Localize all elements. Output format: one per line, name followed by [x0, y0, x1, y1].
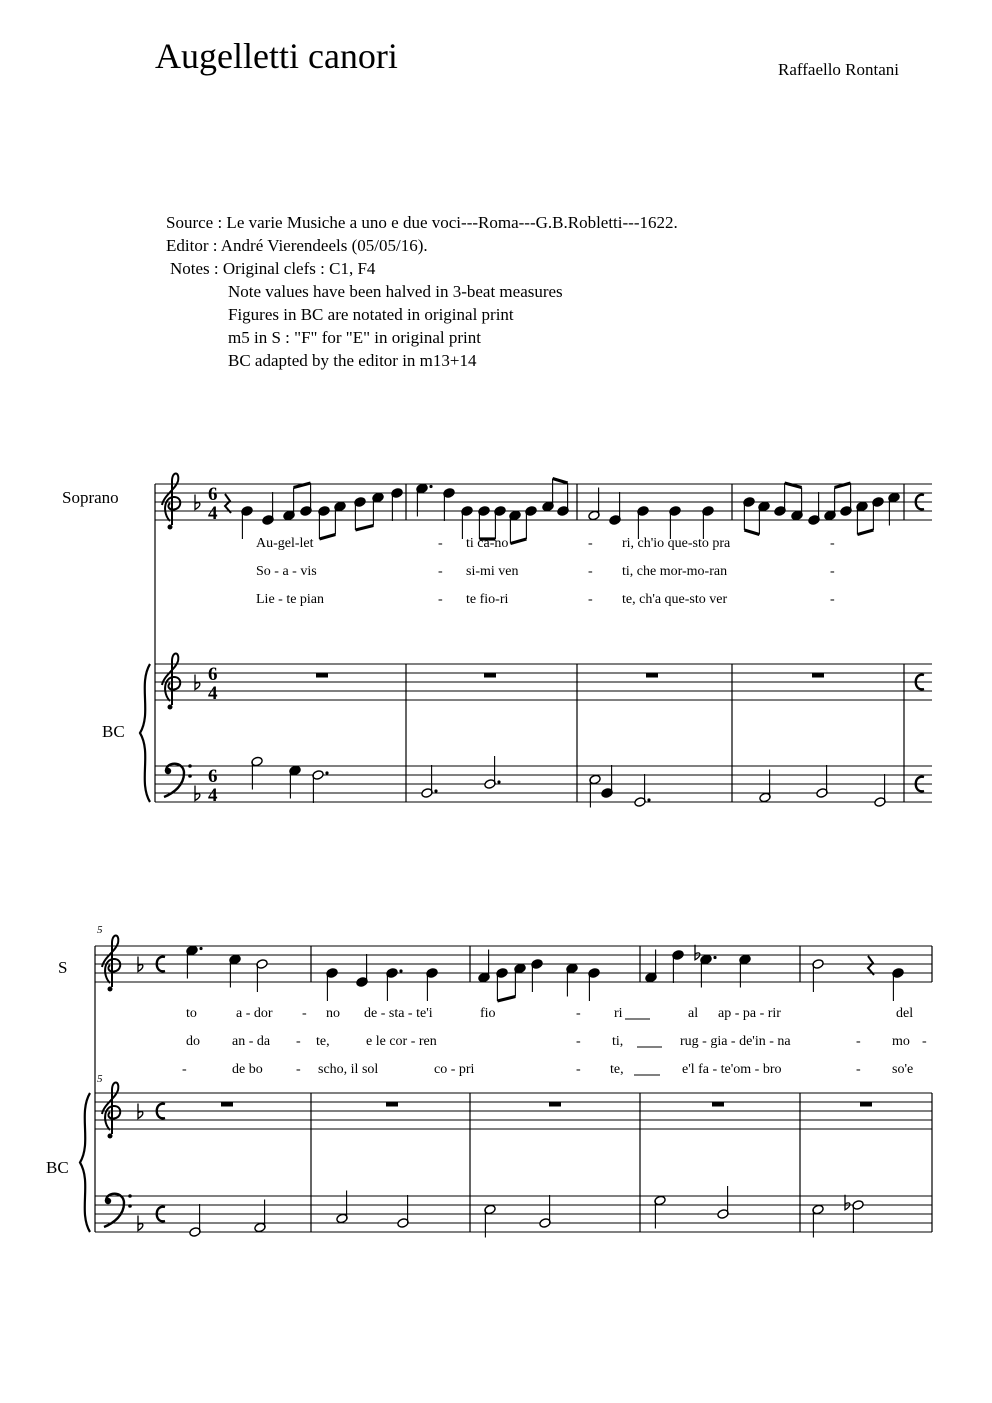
- lyric-syllable: te,: [610, 1062, 624, 1077]
- lyric-syllable: -: [438, 592, 443, 607]
- lyric-syllable: de bo: [232, 1062, 263, 1077]
- lyric-syllable: del: [896, 1006, 914, 1021]
- note-beam: [319, 535, 335, 540]
- lyric-syllable: -: [182, 1062, 187, 1077]
- note-line: Note values have been halved in 3-beat measures: [228, 282, 563, 301]
- lyric-syllable: -: [438, 536, 443, 551]
- lyric-syllable: So - a - vis: [256, 564, 317, 579]
- lyric-syllable: do: [186, 1034, 200, 1049]
- lyric-syllable: te,: [316, 1034, 330, 1049]
- note-line: Figures in BC are notated in original print: [228, 305, 514, 324]
- lyric-syllable: -: [922, 1034, 927, 1049]
- note-beam: [355, 526, 373, 531]
- source-line: Source : Le varie Musiche a uno e due voci---Roma---G.B.Robletti---1622.: [166, 213, 678, 232]
- lyric-syllable: -: [856, 1062, 861, 1077]
- lyric-syllable: Au-gel-let: [256, 536, 314, 551]
- lyric-syllable: -: [856, 1034, 861, 1049]
- note-beam: [497, 997, 515, 1002]
- lyric-syllable: ti,: [612, 1034, 624, 1049]
- lyric-syllable: -: [588, 592, 593, 607]
- bc-part-label: BC: [46, 1158, 69, 1177]
- brace: [140, 664, 150, 802]
- lyric-syllable: -: [588, 536, 593, 551]
- note-dot: [199, 947, 202, 950]
- time-signature-top: 6: [208, 664, 218, 685]
- whole-rest: [221, 1102, 233, 1107]
- bass-clef: [164, 764, 192, 797]
- flat-sign: [845, 1195, 850, 1210]
- note-beam: [510, 539, 526, 544]
- lyric-syllable: ri, ch'io que-sto pra: [622, 536, 731, 551]
- lyric-syllable: -: [576, 1062, 581, 1077]
- lyric-syllable: -: [830, 564, 835, 579]
- soprano-part-label: Soprano: [62, 488, 119, 507]
- lyric-syllable: co - pri: [434, 1062, 475, 1077]
- lyric-syllable: -: [296, 1034, 301, 1049]
- whole-rest: [386, 1102, 398, 1107]
- editor-line: Editor : André Vierendeels (05/05/16).: [166, 236, 428, 255]
- lyric-syllable: mo: [892, 1034, 910, 1049]
- lyric-syllable: -: [576, 1006, 581, 1021]
- time-signature-top: 6: [208, 484, 218, 505]
- lyric-syllable: scho, il sol: [318, 1062, 379, 1077]
- lyric-syllable: -: [302, 1006, 307, 1021]
- lyric-syllable: si-mi ven: [466, 564, 519, 579]
- lyric-syllable: ti ca-no: [466, 536, 509, 551]
- lyric-syllable: -: [588, 564, 593, 579]
- lyric-syllable: so'e: [892, 1062, 914, 1077]
- lyric-syllable: Lie - te pian: [256, 592, 325, 607]
- flat-sign: [695, 945, 700, 960]
- lyric-syllable: -: [830, 536, 835, 551]
- whole-rest: [646, 673, 658, 678]
- brace: [80, 1093, 90, 1232]
- lyric-syllable: -: [576, 1034, 581, 1049]
- note-line: m5 in S : "F" for "E" in original print: [228, 328, 481, 347]
- note-dot: [497, 780, 500, 783]
- lyric-syllable: ap - pa - rir: [718, 1006, 781, 1021]
- whole-rest: [860, 1102, 872, 1107]
- note-dot: [399, 969, 402, 972]
- lyric-syllable: an - da: [232, 1034, 271, 1049]
- lyric-syllable: to: [186, 1006, 197, 1021]
- bass-clef: [104, 1194, 132, 1227]
- time-signature-bottom: 4: [208, 683, 218, 704]
- note-dot: [434, 789, 437, 792]
- measure-number: 5: [97, 924, 103, 936]
- lyric-syllable: de - sta - te'i: [364, 1006, 433, 1021]
- piece-title: Augelletti canori: [155, 36, 398, 76]
- time-signature-bottom: 4: [208, 785, 218, 806]
- lyric-syllable: al: [688, 1006, 699, 1021]
- lyric-syllable: -: [296, 1062, 301, 1077]
- lyric-syllable: a - dor: [236, 1006, 273, 1021]
- note-line: BC adapted by the editor in m13+14: [228, 351, 477, 370]
- lyric-syllable: ti, che mor-mo-ran: [622, 564, 728, 579]
- whole-rest: [712, 1102, 724, 1107]
- soprano-part-label: S: [58, 958, 68, 977]
- lyric-syllable: -: [830, 592, 835, 607]
- note-dot: [713, 956, 716, 959]
- lyric-syllable: te, ch'a que-sto ver: [622, 592, 728, 607]
- note-beam: [553, 479, 568, 484]
- note-dot: [325, 771, 328, 774]
- whole-rest: [484, 673, 496, 678]
- original-clefs-line: Notes : Original clefs : C1, F4: [170, 259, 376, 278]
- lyric-syllable: no: [326, 1006, 340, 1021]
- bc-part-label: BC: [102, 722, 125, 741]
- lyric-syllable: rug - gia - de'in - na: [680, 1034, 791, 1049]
- whole-rest: [316, 673, 328, 678]
- whole-rest: [549, 1102, 561, 1107]
- lyric-syllable: e le cor - ren: [366, 1034, 437, 1049]
- lyric-syllable: e'l fa - te'om - bro: [682, 1062, 782, 1077]
- quarter-rest: [868, 956, 874, 975]
- measure-number: 5: [97, 1073, 103, 1085]
- lyric-syllable: fio: [480, 1006, 496, 1021]
- note-dot: [647, 798, 650, 801]
- lyric-syllable: ri: [614, 1006, 623, 1021]
- note-dot: [429, 485, 432, 488]
- note-beam: [744, 530, 759, 535]
- note-beam: [857, 530, 873, 535]
- composer-name: Raffaello Rontani: [778, 60, 900, 79]
- time-signature-top: 6: [208, 766, 218, 787]
- lyric-syllable: -: [438, 564, 443, 579]
- lyric-syllable: te fio-ri: [466, 592, 509, 607]
- whole-rest: [812, 673, 824, 678]
- time-signature-bottom: 4: [208, 503, 218, 524]
- quarter-rest: [225, 494, 231, 513]
